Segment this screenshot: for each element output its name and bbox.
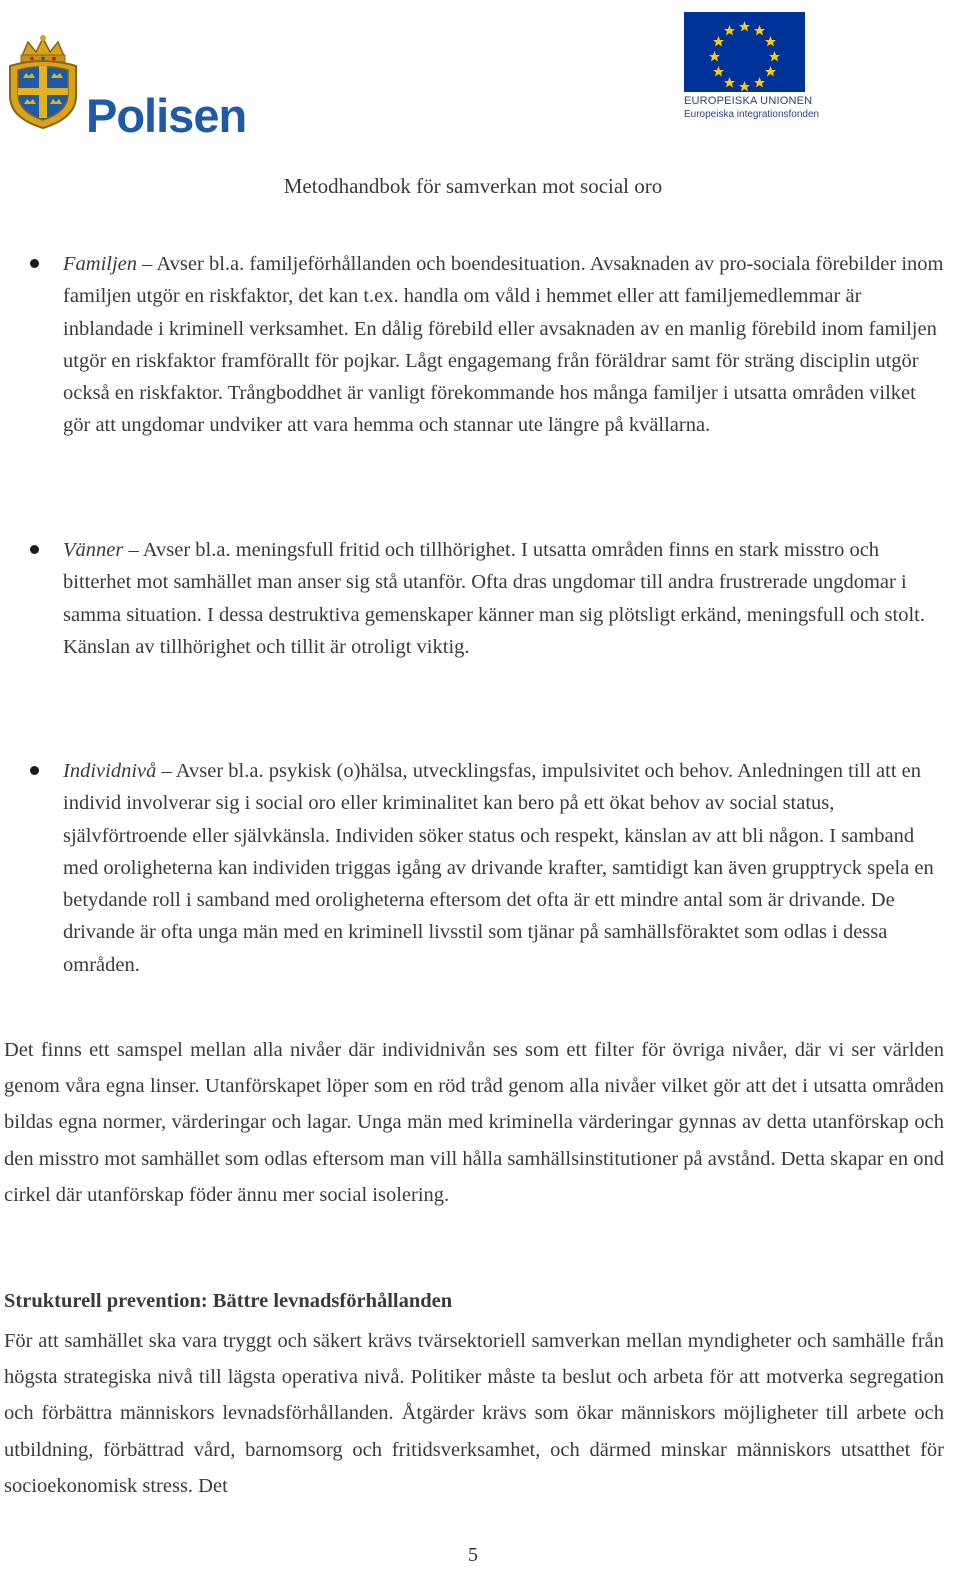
body-paragraph-2: För att samhället ska vara tryggt och säkert krävs tvärsektoriell samverkan mellan myndigheter och samhälle från högsta strategiska nivå till lägsta operativa nivå. Politiker måste ta beslut och arbeta för att motverka segregation och förbättra människors levnadsförhållanden. Åtgärder krävs som ökar människors möjligheter till arbete och utbildning, förbättrad vård, barnomsorg och fritidsverksamhet, och därmed minskar människors utsatthet för socioekonomisk stress. Det [4, 1330, 944, 1497]
eu-subtitle-label: Europeiska integrationsfonden [684, 109, 820, 120]
bullet-term: Familjen [63, 253, 138, 275]
eu-logo [684, 12, 820, 124]
polisen-wordmark: Polisen [86, 89, 247, 142]
bullet-term: Vänner [63, 539, 124, 561]
bullet-term: Individnivå [63, 760, 157, 782]
page-number: 5 [468, 1544, 478, 1566]
page-header [0, 0, 960, 140]
eu-name-label: EUROPEISKA UNIONEN [684, 95, 813, 107]
document-title: Metodhandbok för samverkan mot social oro [283, 174, 663, 198]
body-paragraph-1: Det finns ett samspel mellan alla nivåer där individnivån ses som ett filter för övriga nivåer, där vi ser världen genom våra egna linser. Utanförskapet löper som en röd tråd genom alla nivåer vilket gör att det i utsatta områden bildas egna normer, värderingar och lagar. Unga män med kriminella värderingar gynnas av detta utanförskap och den misstro mot samhället som odlas eftersom man vill hålla samhällsinstitutioner på avstånd. Detta skapar en ond cirkel där utanförskap föder ännu mer social isolering. [4, 1039, 944, 1206]
bullet-text [63, 755, 945, 981]
bullet-item-individniva [30, 755, 945, 981]
eu-flag-icon [684, 12, 805, 92]
bullet-text [63, 534, 945, 663]
bullet-body: – Avser bl.a. familjeförhållanden och boendesituation. Avsaknaden av pro-sociala förebilder inom familjen utgör en riskfaktor, det kan t.ex. handla om våld i hemmet eller att familjemedlemmar är inblandade i kriminell verksamhet. En dålig förebild eller avsaknaden av en manlig förebild inom familjen utgör en riskfaktor framförallt för pojkar. Lågt engagemang från föräldrar samt för sträng disciplin utgör också en riskfaktor. Trångboddhet är vanligt förekommande hos många familjer i utsatta områden vilket gör att ungdomar undviker att vara hemma och stannar ute längre på kvällarna. [63, 253, 944, 437]
bullet-icon [30, 259, 39, 268]
bullet-icon [30, 766, 39, 775]
bullet-icon [30, 545, 39, 554]
polisen-logo [4, 34, 264, 142]
police-emblem-icon [4, 34, 82, 130]
section-heading: Strukturell prevention: Bättre levnadsförhållanden [4, 1290, 453, 1312]
bullet-item-vanner [30, 534, 945, 663]
bullet-text [63, 248, 945, 442]
bullet-body: – Avser bl.a. psykisk (o)hälsa, utvecklingsfas, impulsivitet och behov. Anledningen till att en individ involverar sig i social oro eller kriminalitet kan bero på ett ökat behov av social status, självförtroende eller självkänsla. Individen söker status och respekt, känslan av att bli någon. I samband med oroligheterna kan individen triggas igång av drivande krafter, samtidigt kan även grupptryck spela en betydande roll i samband med oroligheterna eftersom det ofta är ett mindre antal som är drivande. De drivande är ofta unga män med en kriminell livsstil som tjänar på samhällsföraktet som odlas i dessa områden. [63, 760, 934, 976]
bullet-body: – Avser bl.a. meningsfull fritid och tillhörighet. I utsatta områden finns en stark misstro och bitterhet mot samhället man anser sig stå utanför. Ofta dras ungdomar till andra frustrerade ungdomar i samma situation. I dessa destruktiva gemenskaper känner man sig plötsligt erkänd, meningsfull och stolt. Känslan av tillhörighet och tillit är otroligt viktig. [63, 539, 925, 658]
bullet-item-familjen [30, 248, 945, 442]
